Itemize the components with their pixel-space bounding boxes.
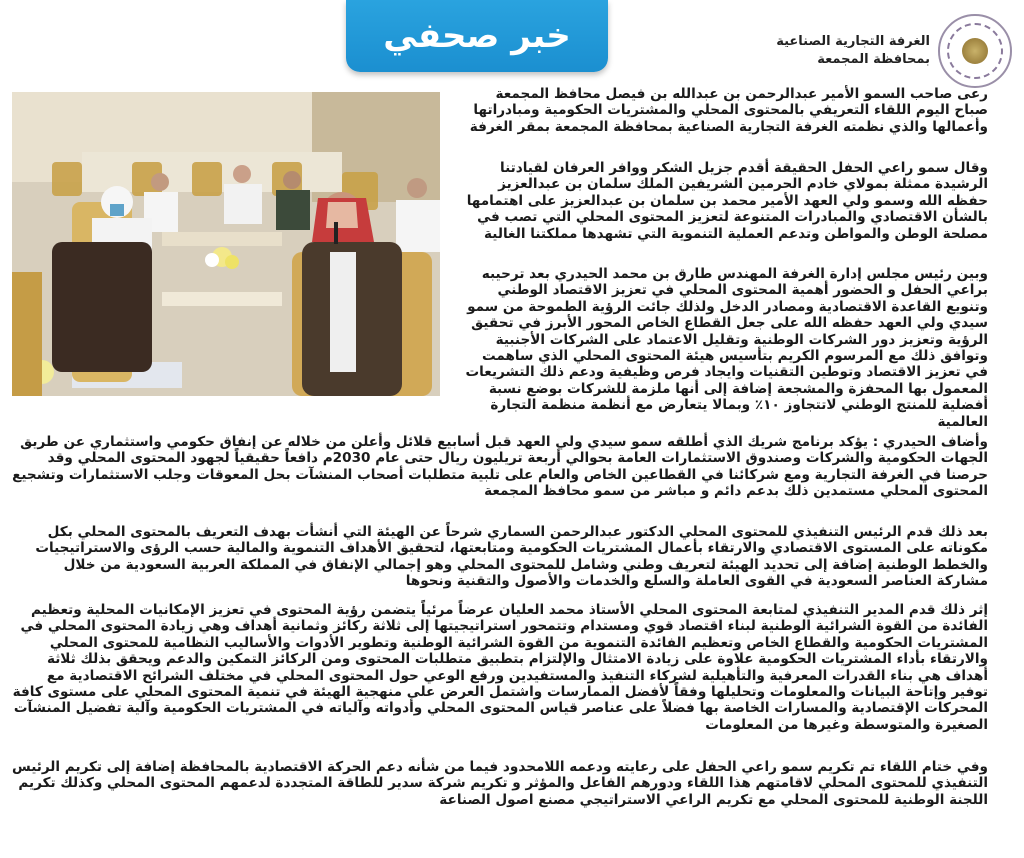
article-paragraph-7: وفي ختام اللقاء تم تكريم سمو راعي الحفل على رعايته ودعمه اللامحدود فيما من شأنه دعم الحركة الاقتصادية بالمحافظة إضافة إلى تكريم الرئيس التنفيذي للمحتوى المحلي لاقامتهم هذا اللقاء ودورهم الفاعل والمؤثر و تكريم شركة سدير للطاقة المتجددة لدعمهم المحتوى المحلي وكذلك تكريم اللجنة الوطنية للمحتوى المحلي مع تكريم الراعي الاستراتيجي مصنع اصول الصناعة <box>11 759 988 808</box>
chamber-name <box>776 33 930 69</box>
article-paragraph-4: وأضاف الحيدري : يؤكد برنامج شريك الذي أطلقه سمو سيدي ولي العهد قبل أسابيع قلائل وأعلن من خلاله عن إنفاق حكومي واستثماري عن طريق الجهات الحكومية والشركات وصندوق الاستثمارات العامة بحوالي أربعة تريليون ريال حتى عام 2030م دافعاً حقيقياً لجهود المحتوى المحلي وقد حرصنا في الغرفة التجارية ومع شركائنا في القطاعين الخاص والعام على تلبية متطلبات أصحاب المنشآت بحل المعوقات وجلب الاستثمارات وتشجيع المحتوى المحلي مستمدين ذلك بدعم دائم و مباشر من سمو محافظ المجمعة <box>12 434 988 500</box>
article-paragraph-6: إثر ذلك قدم المدير التنفيذي لمتابعة المحتوى المحلي الأستاذ محمد العليان عرضاً مرئياً يتضمن رؤية المحتوى في تعزيز الإمكانيات المحلية وتعظيم الفائدة من القوة الشرائية الوطنية لبناء اقتصاد قوي ومستدام وتتمحور استراتيجيتها إلى ثلاثة ركائز وثمانية أهداف وهي زيادة المحتوى المحلي في المشتريات الحكومية والقطاع الخاص وتعظيم الفائدة التنموية من القوة الشرائية الوطنية وتطوير الأدوات والأساليب النظامية للمحتوى المحلي والارتقاء بأداء المشتريات الحكومية علاوة على زيادة الامتثال والإلتزام بتطبيق متطلبات المحتوى ومن الركائز التمكين والدعم ويحقق بذلك ثلاثة أهداف هي بناء القدرات المعرفية والتأهيلية لشركاء التنفيذ والمستفيدين ورفع الوعي حول المحتوى المحلي في مختلف الشرائح الاقتصادية مع توفير وإتاحة البيانات والمعلومات وتحليلها وفقاً لأفضل الممارسات واشتمل العرض على منهجية الهيئة في تنمية المحتوى المحلي على مستوى كافة المحركات الإقتصادية والمسارات الخاصة بها فضلاً على عناصر قياس المحتوى المحلي وأدواته وآلياته في المشتريات الحكومية وآلية تفضيل المنشآت الصغيرة والمتوسطة وغيرها من المعلومات <box>12 602 988 733</box>
chamber-seal-icon <box>938 14 1012 88</box>
article-paragraph-2: وقال سمو راعي الحفل الحقيقة أقدم جزيل الشكر ووافر العرفان لقيادتنا الرشيدة ممثلة بمولاي خادم الحرمين الشريفين الملك سلمان بن عبدالعزيز حفظه الله وسمو ولي العهد الأمير محمد بن سلمان بن عبدالعزيز على اهتمامها بالشأن الاقتصادي والمبادرات المتنوعة لتعزيز المحتوى المحلي التي تصب في مصلحة الوطن والمواطن وتدعم العملية التنموية التي تشهدها مملكتنا الغالية <box>466 160 988 242</box>
page-title: خبر صحفي <box>383 16 571 56</box>
article-paragraph-5: بعد ذلك قدم الرئيس التنفيذي للمحتوى المحلي الدكتور عبدالرحمن السماري شرحاً عن الهيئة التي أنشأت بهدف التعريف بالمحتوى المحلي بكل مكوناته على المستوى الاقتصادي والارتقاء بأعمال المشتريات الحكومية ومتابعتها، لتحقيق الأهداف التنموية والمالية حسب الرؤى والاستراتيجيات والخطط الوطنية إضافة إلى تحديد الهيئة لتعريف وطني وشامل للمحتوى المحلي وهو إجمالي الإنفاق في المملكة العربية السعودية من خلال مشاركة العناصر السعودية في القوى العاملة والسلع والخدمات والأصول والتقنية ونحوها <box>35 524 988 590</box>
article-paragraph-3: وبين رئيس مجلس إدارة الغرفة المهندس طارق بن محمد الحيدري بعد ترحيبه براعي الحفل و الحضور أهمية المحتوى المحلي في تعزيز الاقتصاد الوطني وتنويع القاعدة الاقتصادية ومصادر الدخل ولذلك جائت الرؤية الطموحة من سمو سيدي ولي العهد حفظه الله على جعل القطاع الخاص المحور الأبرز في تحقيق الرؤية وتعزيز دور الشركات الوطنية وتقليل الاعتماد على الشركات الأجنبية وتوافق ذلك مع المرسوم الكريم بتأسيس هيئة المحتوى المحلي الذي ساهمت في تعزيز الاقتصاد وتوطين التقنيات وايجاد فرص وظيفية ودعم ذلك التشريعات المعمول بها المحفزة والمشجعة إضافة إلى أنها ملزمة للشركات بوضع نسبة أفضلية للمنتج الوطني لاتتجاوز ١٠٪ وبمالا يتعارض مع أنظمة منظمة التجارة العالمية <box>465 266 988 430</box>
chamber-name-line2: بمحافظة المجمعة <box>817 52 930 67</box>
chamber-logo <box>776 14 1012 88</box>
header-banner <box>346 0 608 72</box>
chamber-name-line1: الغرفة التجارية الصناعية <box>776 34 930 49</box>
article-paragraph-1: رعى صاحب السمو الأمير عبدالرحمن بن عبدالله بن فيصل محافظ المجمعة صباح اليوم اللقاء التعريفي بالمحتوى المحلي والمشتريات الحكومية ومبادراتها وأعمالها والذي نظمته الغرفة التجارية الصناعية بمحافظة المجمعة بمقر الغرفة <box>469 86 988 135</box>
event-photo <box>12 92 440 396</box>
